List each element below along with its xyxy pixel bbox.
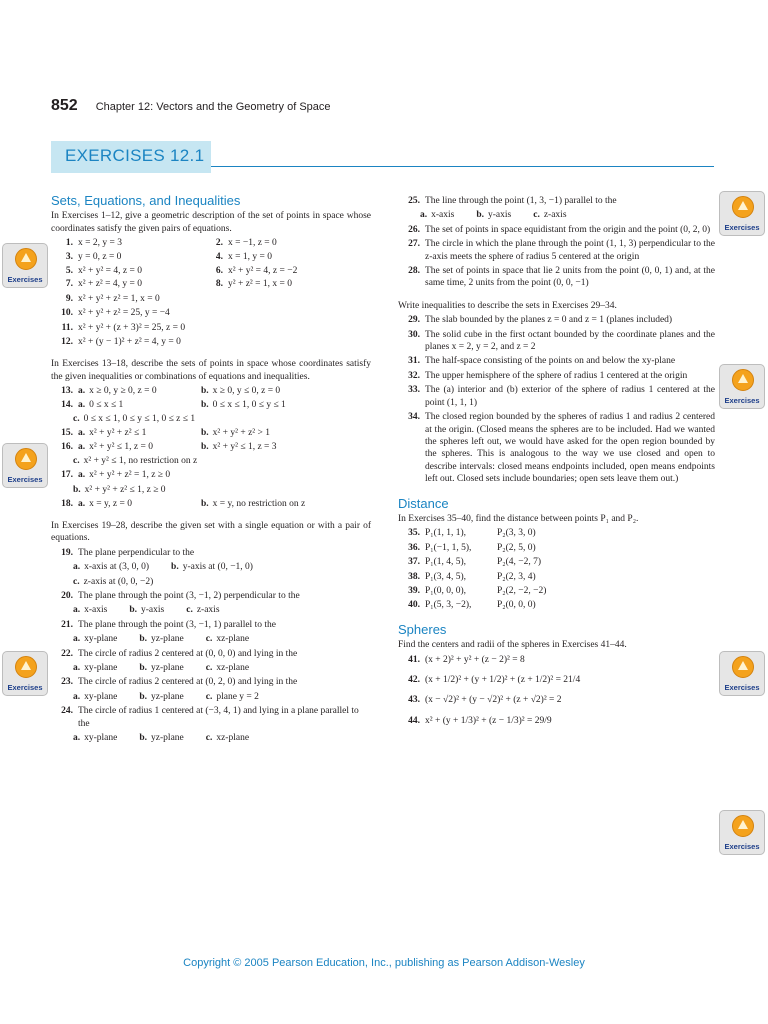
exercise-item: 34. The closed region bounded by the spheres of radius 1 and radius 2 centered at the origin. (Closed means the spheres are to be included. Had we wanted the spheres left out, we would have asked for the open region bounded by the spheres. This is analogous to the way we use closed and open to describe intervals: closed means endpoints included, open means endpoints left out. Closed sets include boundaries; open sets leave them out.): [408, 412, 715, 485]
exercises-title: EXERCISES 12.1: [65, 146, 205, 165]
section-intro: Find the centers and radii of the spheres in Exercises 41–44.: [398, 640, 627, 651]
exercises-badge[interactable]: Exercises: [2, 443, 48, 488]
exercise-item: 19. The plane perpendicular to the: [61, 547, 195, 558]
exercise-pair: 3. y = 0, z = 0 4. x = 1, y = 0: [65, 251, 272, 262]
exercise-item: 29. The slab bounded by the planes z = 0 and z = 1 (planes included): [408, 315, 673, 326]
exercise-item: 39. P₁(0, 0, 0), P₂(2, −2, −2): [408, 585, 547, 596]
exercise-item: 12. x² + (y − 1)² + z² = 4, y = 0: [61, 337, 181, 348]
exercise-item: 11. x² + y² + (z + 3)² = 25, z = 0: [61, 322, 186, 333]
exercise-item: 16. a. x² + y² ≤ 1, z = 0 b. x² + y² ≤ 1, z = 3: [61, 441, 277, 452]
exercise-item: 44. x² + (y + 1/3)² + (z − 1/3)² = 29/9: [408, 715, 552, 726]
exercises-icon: [15, 448, 37, 470]
exercise-item: 33. The (a) interior and (b) exterior of the sphere of radius 1 centered at the point (1, 1, 1): [408, 385, 715, 408]
section-intro: In Exercises 19–28, describe the given set with a single equation or with a pair of equations.: [51, 520, 371, 544]
exercise-item: 9. x² + y² + z² = 1, x = 0: [65, 293, 160, 304]
exercise-item: 28. The set of points in space that lie 2 units from the point (0, 0, 1) and, at the same time, 2 units from the point (0, 0, −1): [408, 266, 715, 289]
exercise-item: 18. a. x = y, z = 0 b. x = y, no restriction on z: [61, 498, 306, 509]
exercise-item: 27. The circle in which the plane through the point (1, 1, 3) perpendicular to the z-axis meets the sphere of radius 5 centered at the origin: [408, 239, 715, 262]
section-intro: In Exercises 1–12, give a geometric description of the set of points in space whose coordinates satisfy the given pairs of equations.: [51, 211, 371, 234]
exercise-pair: 5. x² + y² = 4, z = 0 6. x² + y² = 4, z = −2: [65, 265, 298, 276]
exercise-pair: 1. x = 2, y = 3 2. x = −1, z = 0: [65, 237, 277, 248]
chapter-title: Chapter 12: Vectors and the Geometry of Space: [95, 101, 331, 113]
page-number: 852: [51, 97, 78, 114]
page-header: [51, 97, 331, 115]
section-intro: In Exercises 35–40, find the distance between points P₁ and P₂.: [398, 513, 639, 524]
exercises-badge[interactable]: Exercises: [719, 364, 765, 409]
exercise-item: 14. a. 0 ≤ x ≤ 1 b. 0 ≤ x ≤ 1, 0 ≤ y ≤ 1: [61, 399, 286, 410]
exercise-item: 13. a. x ≥ 0, y ≥ 0, z = 0 b. x ≥ 0, y ≤ 0, z = 0: [61, 385, 281, 396]
exercise-item: 23. The circle of radius 2 centered at (0, 2, 0) and lying in the: [61, 677, 298, 688]
exercise-item: 32. The upper hemisphere of the sphere of radius 1 centered at the origin: [408, 370, 688, 381]
section-title: Spheres: [398, 621, 447, 637]
left-column: Sets, Equations, and Inequalities In Exercises 1–12, give a geometric description of the set of points in space whose coordinates satisfy the given pairs of equations. 1. x = 2, y = 3 2. x = −1, z = 0 3. y = 0, z = 0 4. x = 1, y = 0 5. x² + y² = 4, z = 0 6. x² + y² = 4, z = −2 7. x² + z² = 4, y = 0 8. y² + z² = 1, x = 0 9. x² + y² + z² = 1, x = 0 10. x² + y² + z² = 25, y = −4 11. x² + y² + (z + 3)² = 25, z = 0 12. x² + (y − 1)² + z² = 4, y = 0 In Exercises 13–18, describe the sets of points in space whose coordinates satisfy the given inequalities or combinations of equations and inequalities. 13. a. x ≥ 0, y ≥ 0, z = 0 b. x ≥ 0, y ≤ 0, z = 0 14. a. 0 ≤ x ≤ 1 b. 0 ≤ x ≤ 1, 0 ≤ y ≤ 1 c. 0 ≤ x ≤ 1, 0 ≤ y ≤ 1, 0 ≤ z ≤ 1 15. a. x² + y² + z² ≤ 1 b. x² + y² + z² > 1 16. a. x² + y² ≤ 1, z = 0 b. x² + y² ≤ 1, z = 3 c. x² + y² ≤ 1, no restriction on z 17. a. x² + y² + z² = 1, z ≥ 0 b. x² + y² + z² ≤ 1, z ≥ 0 18. a. x = y, z = 0 b. x = y, no restriction on z In Exercises 19–28, describe the given set with a single equation or with a pair of equations. 19. The plane perpendicular to the a. x-axis at (3, 0, 0) b. y-axis at (0, −1, 0) c. z-axis at (0, 0, −2) 20. The plane through the point (3, −1, 2) perpendicular to the a. x-axis b. y-axis c. z-axis 21. The plane through the point (3, −1, 1) parallel to the a. xy-plane b. yz-plane c. xz-plane 22. The circle of radius 2 centered at (0, 0, 0) and lying in the a. xy-plane b. yz-plane c. xz-plane 23. The circle of radius 2 centered at (0, 2, 0) and lying in the a. xy-plane b. yz-plane c. plane y = 2 24. The circle of radius 1 centered at (−3, 4, 1) and lying in a plane parallel to the a. xy-plane b. yz-plane c. xz-plane: [51, 193, 371, 744]
exercise-item: 41. (x + 2)² + y² + (z − 2)² = 8: [408, 654, 525, 665]
exercise-item: 17. a. x² + y² + z² = 1, z ≥ 0: [61, 470, 171, 481]
exercise-item: 25. The line through the point (1, 3, −1) parallel to the: [408, 196, 617, 206]
exercise-pair: 7. x² + z² = 4, y = 0 8. y² + z² = 1, x = 0: [65, 279, 292, 290]
exercise-item: 24. The circle of radius 1 centered at (−3, 4, 1) and lying in a plane parallel to the: [61, 706, 359, 729]
right-column: 25. The line through the point (1, 3, −1) parallel to the a. x-axis b. y-axis c. z-axis 26. The set of points in space equidistant from the origin and the point (0, 2, 0) 27. The circle in which the plane through the point (1, 1, 3) perpendicular to the z-axis meets the sphere of radius 5 centered at the origin 28. The set of points in space that lie 2 units from the point (0, 0, 1) and, at the same time, 2 units from the point (0, 0, −1) Write inequalities to describe the sets in Exercises 29–34. 29. The slab bounded by the planes z = 0 and z = 1 (planes included) 30. The solid cube in the first octant bounded by the coordinate planes and the planes x = 2, y = 2, and z = 2 31. The half-space consisting of the points on and below the xy-plane 32. The upper hemisphere of the sphere of radius 1 centered at the origin 33. The (a) interior and (b) exterior of the sphere of radius 1 centered at the point (1, 1, 1) 34. The closed region bounded by the spheres of radius 1 and radius 2 centered at the origin. (Closed means the spheres are to be included. Had we wanted the spheres left out, we would have asked for the open region bounded by the spheres. This is analogous to the way we use closed and open to describe intervals: closed means endpoints included, open means endpoints left out. Closed sets include boundaries; open sets leave them out.) Distance In Exercises 35–40, find the distance between points P₁ and P₂. 35. P₁(1, 1, 1), P₂(3, 3, 0) 36. P₁(−1, 1, 5), P₂(2, 5, 0) 37. P₁(1, 4, 5), P₂(4, −2, 7) 38. P₁(3, 4, 5), P₂(2, 3, 4) 39. P₁(0, 0, 0), P₂(2, −2, −2) 40. P₁(5, 3, −2), P₂(0, 0, 0) Spheres Find the centers and radii of the spheres in Exercises 41–44. 41. (x + 2)² + y² + (z − 2)² = 8 42. (x + 1/2)² + (y + 1/2)² + (z + 1/2)² = 21/4 43. (x − √2)² + (y − √2)² + (z + √2)² = 2 44. x² + (y + 1/3)² + (z − 1/3)² = 29/9: [398, 196, 715, 726]
exercises-badge[interactable]: Exercises: [719, 191, 765, 236]
section-intro: In Exercises 13–18, describe the sets of points in space whose coordinates satisfy the given inequalities or combinations of equations and inequalities.: [51, 359, 371, 382]
exercises-icon: [732, 369, 754, 391]
exercise-item: 37. P₁(1, 4, 5), P₂(4, −2, 7): [408, 557, 542, 568]
exercise-item: 38. P₁(3, 4, 5), P₂(2, 3, 4): [408, 571, 536, 582]
title-rule: [211, 166, 714, 167]
exercise-item: 26. The set of points in space equidistant from the origin and the point (0, 2, 0): [408, 224, 711, 235]
exercises-badge[interactable]: Exercises: [719, 810, 765, 855]
exercises-icon: [732, 196, 754, 218]
exercises-icon: [732, 815, 754, 837]
exercises-icon: [15, 248, 37, 270]
exercise-item: 30. The solid cube in the first octant bounded by the coordinate planes and the planes x = 2, y = 2, and z = 2: [408, 329, 715, 353]
exercise-item: 40. P₁(5, 3, −2), P₂(0, 0, 0): [408, 600, 536, 611]
exercise-item: 22. The circle of radius 2 centered at (0, 0, 0) and lying in the: [61, 648, 298, 659]
exercises-badge[interactable]: Exercises: [2, 243, 48, 288]
exercise-item: 21. The plane through the point (3, −1, 1) parallel to the: [61, 619, 276, 630]
exercises-badge[interactable]: Exercises: [2, 651, 48, 696]
exercises-badge[interactable]: Exercises: [719, 651, 765, 696]
exercises-icon: [732, 656, 754, 678]
exercises-icon: [15, 656, 37, 678]
copyright-footer: Copyright © 2005 Pearson Education, Inc., publishing as Pearson Addison-Wesley: [183, 957, 585, 969]
exercise-item: 42. (x + 1/2)² + (y + 1/2)² + (z + 1/2)² = 21/4: [408, 675, 581, 685]
section-title: Distance: [398, 495, 449, 511]
exercise-item: 10. x² + y² + z² = 25, y = −4: [61, 308, 170, 319]
exercise-item: 15. a. x² + y² + z² ≤ 1 b. x² + y² + z² > 1: [61, 428, 271, 438]
exercise-item: 43. (x − √2)² + (y − √2)² + (z + √2)² = 2: [408, 695, 562, 706]
exercise-item: 20. The plane through the point (3, −1, 2) perpendicular to the: [61, 590, 300, 601]
section-intro: Write inequalities to describe the sets in Exercises 29–34.: [398, 300, 617, 311]
exercise-item: 35. P₁(1, 1, 1), P₂(3, 3, 0): [408, 528, 536, 539]
exercise-item: 31. The half-space consisting of the points on and below the xy-plane: [408, 356, 676, 367]
section-title: Sets, Equations, and Inequalities: [51, 193, 241, 208]
exercise-item: 36. P₁(−1, 1, 5), P₂(2, 5, 0): [408, 542, 536, 553]
